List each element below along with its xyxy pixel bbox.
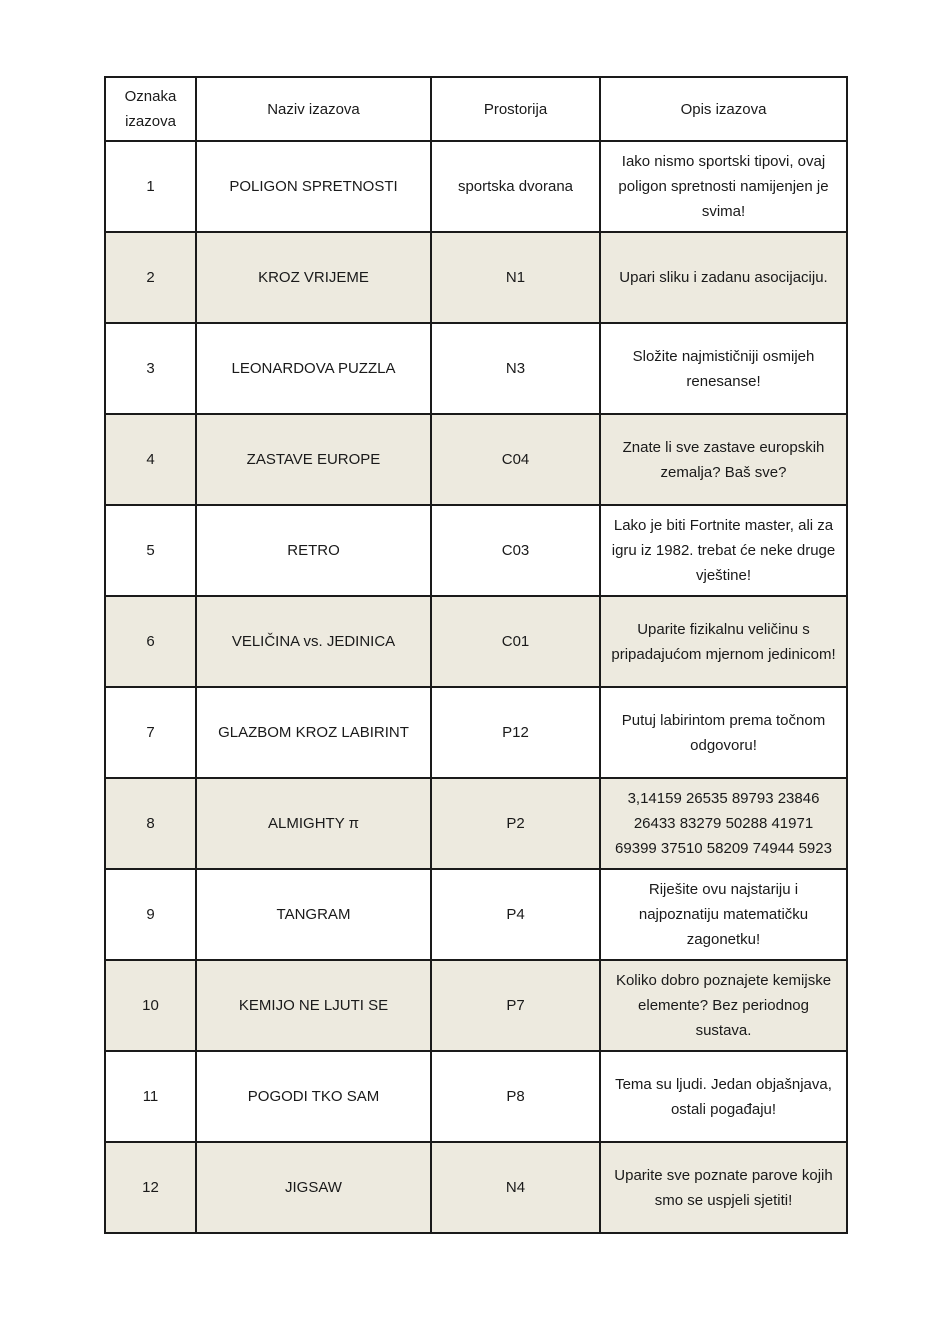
column-header-opis-izazova: Opis izazova	[600, 77, 847, 141]
row-desc-cell: Riješite ovu najstariju i najpoznatiju matematičku zagonetku!	[600, 869, 847, 960]
header-row	[105, 77, 847, 141]
row-desc-cell: Tema su ljudi. Jedan objašnjava, ostali pogađaju!	[600, 1051, 847, 1142]
row-desc-cell: Iako nismo sportski tipovi, ovaj poligon spretnosti namijenjen je svima!	[600, 141, 847, 232]
row-room-cell: N4	[431, 1142, 600, 1233]
row-name-cell: JIGSAW	[196, 1142, 431, 1233]
row-room-cell: N3	[431, 323, 600, 414]
column-header-prostorija: Prostorija	[431, 77, 600, 141]
row-id-cell: 9	[105, 869, 196, 960]
row-name-cell: GLAZBOM KROZ LABIRINT	[196, 687, 431, 778]
row-desc-cell: Putuj labirintom prema točnom odgovoru!	[600, 687, 847, 778]
row-desc-cell: Uparite sve poznate parove kojih smo se uspjeli sjetiti!	[600, 1142, 847, 1233]
row-name-cell: RETRO	[196, 505, 431, 596]
row-room-cell: P7	[431, 960, 600, 1051]
table-row	[105, 778, 847, 869]
table-row	[105, 1142, 847, 1233]
row-desc-cell: 3,14159 26535 89793 23846 26433 83279 50288 41971 69399 37510 58209 74944 5923	[600, 778, 847, 869]
row-id-cell: 10	[105, 960, 196, 1051]
row-desc-cell: Koliko dobro poznajete kemijske elemente? Bez periodnog sustava.	[600, 960, 847, 1051]
challenge-table	[104, 76, 848, 1234]
row-desc-cell: Uparite fizikalnu veličinu s pripadajućom mjernom jedinicom!	[600, 596, 847, 687]
row-name-cell: KEMIJO NE LJUTI SE	[196, 960, 431, 1051]
table-row	[105, 323, 847, 414]
row-id-cell: 8	[105, 778, 196, 869]
row-desc-cell: Složite najmističniji osmijeh renesanse!	[600, 323, 847, 414]
row-name-cell: TANGRAM	[196, 869, 431, 960]
row-name-cell: VELIČINA vs. JEDINICA	[196, 596, 431, 687]
row-name-cell: LEONARDOVA PUZZLA	[196, 323, 431, 414]
row-room-cell: C04	[431, 414, 600, 505]
table-row	[105, 141, 847, 232]
row-id-cell: 12	[105, 1142, 196, 1233]
row-room-cell: P8	[431, 1051, 600, 1142]
row-room-cell: P4	[431, 869, 600, 960]
table-row	[105, 596, 847, 687]
row-room-cell: P12	[431, 687, 600, 778]
table-row	[105, 414, 847, 505]
row-id-cell: 4	[105, 414, 196, 505]
table-row	[105, 505, 847, 596]
row-id-cell: 6	[105, 596, 196, 687]
table-row	[105, 960, 847, 1051]
table-row	[105, 869, 847, 960]
row-desc-cell: Znate li sve zastave europskih zemalja? Baš sve?	[600, 414, 847, 505]
table-row	[105, 687, 847, 778]
row-name-cell: KROZ VRIJEME	[196, 232, 431, 323]
table-row	[105, 1051, 847, 1142]
row-room-cell: sportska dvorana	[431, 141, 600, 232]
row-id-cell: 3	[105, 323, 196, 414]
challenge-table-header	[105, 77, 847, 141]
row-id-cell: 11	[105, 1051, 196, 1142]
row-id-cell: 2	[105, 232, 196, 323]
challenge-table-body	[105, 141, 847, 1233]
table-row	[105, 232, 847, 323]
row-name-cell: POLIGON SPRETNOSTI	[196, 141, 431, 232]
row-room-cell: C03	[431, 505, 600, 596]
row-name-cell: ZASTAVE EUROPE	[196, 414, 431, 505]
row-name-cell: ALMIGHTY π	[196, 778, 431, 869]
column-header-naziv-izazova: Naziv izazova	[196, 77, 431, 141]
row-room-cell: N1	[431, 232, 600, 323]
row-id-cell: 1	[105, 141, 196, 232]
row-name-cell: POGODI TKO SAM	[196, 1051, 431, 1142]
column-header-oznaka-izazova: Oznaka izazova	[105, 77, 196, 141]
row-room-cell: C01	[431, 596, 600, 687]
row-id-cell: 5	[105, 505, 196, 596]
row-desc-cell: Upari sliku i zadanu asocijaciju.	[600, 232, 847, 323]
row-room-cell: P2	[431, 778, 600, 869]
row-desc-cell: Lako je biti Fortnite master, ali za igru iz 1982. trebat će neke druge vještine!	[600, 505, 847, 596]
row-id-cell: 7	[105, 687, 196, 778]
